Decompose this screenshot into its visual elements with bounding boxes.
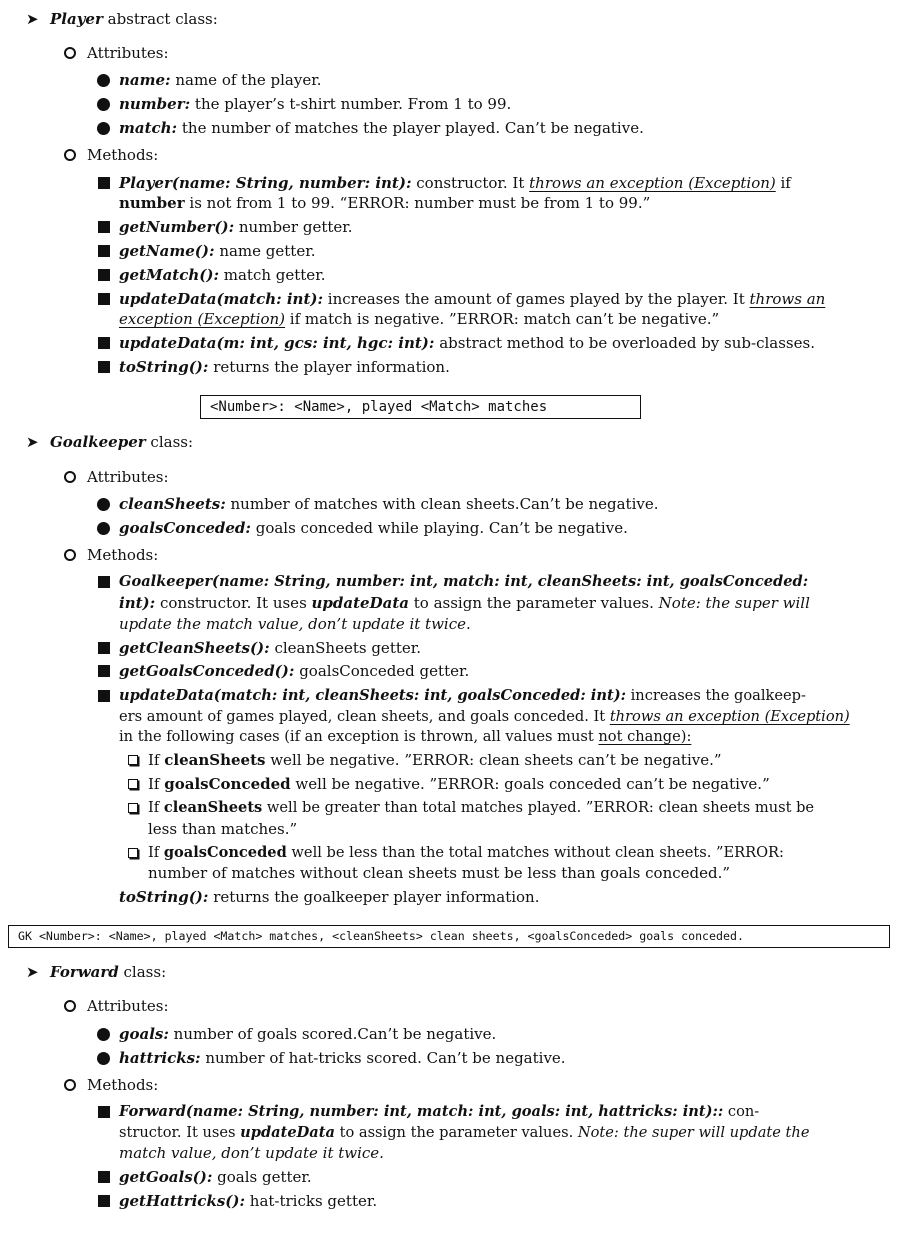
square-bullet-icon bbox=[98, 361, 110, 373]
method-item: updateData(match: int, cleanSheets: int, goalsConceded: int): increases the goalkeep- bbox=[119, 687, 806, 704]
square-bullet-icon bbox=[98, 642, 110, 654]
method-item: getGoalsConceded(): goalsConceded getter. bbox=[119, 662, 470, 680]
section-arrow-icon: ➤ bbox=[26, 433, 39, 451]
exception-case: If cleanSheets well be negative. ”ERROR: clean sheets can’t be negative.” bbox=[148, 751, 722, 769]
attribute-item: match: the number of matches the player played. Can’t be negative. bbox=[119, 119, 644, 137]
method-item: updateData(m: int, gcs: int, hgc: int): abstract method to be overloaded by sub-classes. bbox=[119, 334, 815, 352]
exception-case-continued: number of matches without clean sheets must be less than goals conceded.” bbox=[148, 864, 731, 882]
attribute-item: cleanSheets: number of matches with clean sheets.Can’t be negative. bbox=[119, 495, 659, 513]
exception-case-continued: less than matches.” bbox=[148, 820, 298, 838]
methods-label: Methods: bbox=[87, 1076, 159, 1094]
square-bullet-icon bbox=[98, 293, 110, 305]
method-item-continued: structor. It uses updateData to assign the parameter values. Note: the super will update the bbox=[119, 1124, 810, 1141]
method-item: getHattricks(): hat-tricks getter. bbox=[119, 1192, 378, 1210]
square-bullet-icon bbox=[98, 1195, 110, 1207]
hollow-circle-icon bbox=[64, 149, 76, 161]
exception-case: If goalsConceded well be negative. ”ERROR: goals conceded can’t be negative.” bbox=[148, 775, 770, 793]
square-bullet-icon bbox=[98, 337, 110, 349]
method-item-continued: exception (Exception) if match is negative. ”ERROR: match can’t be negative.” bbox=[119, 310, 720, 328]
method-item: getMatch(): match getter. bbox=[119, 266, 326, 284]
bullet-icon bbox=[97, 98, 110, 111]
bullet-icon bbox=[97, 1052, 110, 1065]
square-bullet-icon bbox=[98, 576, 110, 588]
method-item-continued: match value, don’t update it twice. bbox=[119, 1144, 384, 1162]
square-bullet-icon bbox=[98, 269, 110, 281]
section-heading: Forward class: bbox=[50, 963, 167, 981]
bullet-icon bbox=[97, 122, 110, 135]
section-arrow-icon: ➤ bbox=[26, 963, 39, 981]
bullet-icon bbox=[97, 498, 110, 511]
hollow-circle-icon bbox=[64, 1000, 76, 1012]
square-bullet-icon bbox=[98, 1106, 110, 1118]
method-item-continued: in the following cases (if an exception is thrown, all values must not change): bbox=[119, 728, 692, 745]
checkbox-bullet-icon bbox=[128, 755, 138, 765]
bullet-icon bbox=[97, 74, 110, 87]
method-item: Goalkeeper(name: String, number: int, match: int, cleanSheets: int, goalsConceded: bbox=[119, 573, 809, 590]
square-bullet-icon bbox=[98, 1171, 110, 1183]
method-item: Forward(name: String, number: int, match: int, goals: int, hattricks: int):: con- bbox=[119, 1103, 760, 1120]
attribute-item: goals: number of goals scored.Can’t be negative. bbox=[119, 1025, 497, 1043]
attribute-item: name: name of the player. bbox=[119, 71, 322, 89]
method-item-continued: int): constructor. It uses updateData to assign the parameter values. Note: the super will bbox=[119, 594, 810, 612]
method-item-continued: update the match value, don’t update it twice. bbox=[119, 615, 471, 633]
methods-label: Methods: bbox=[87, 146, 159, 164]
square-bullet-icon bbox=[98, 245, 110, 257]
checkbox-bullet-icon bbox=[128, 803, 138, 813]
method-item: updateData(match: int): increases the amount of games played by the player. It throws an bbox=[119, 290, 826, 308]
tostring-format-box: <Number>: <Name>, played <Match> matches bbox=[200, 395, 641, 419]
attributes-label: Attributes: bbox=[87, 468, 169, 486]
method-item: getGoals(): goals getter. bbox=[119, 1168, 312, 1186]
methods-label: Methods: bbox=[87, 546, 159, 564]
method-item-continued: number is not from 1 to 99. “ERROR: number must be from 1 to 99.” bbox=[119, 194, 651, 212]
attribute-item: number: the player’s t-shirt number. From 1 to 99. bbox=[119, 95, 512, 113]
bullet-icon bbox=[97, 522, 110, 535]
square-bullet-icon bbox=[98, 221, 110, 233]
exception-case: If cleanSheets well be greater than total matches played. ”ERROR: clean sheets must be bbox=[148, 799, 815, 816]
method-item: Player(name: String, number: int): constructor. It throws an exception (Exception) if bbox=[119, 174, 791, 192]
method-item: toString(): returns the player information. bbox=[119, 358, 450, 376]
exception-case: If goalsConceded well be less than the total matches without clean sheets. ”ERROR: bbox=[148, 844, 784, 861]
square-bullet-icon bbox=[98, 665, 110, 677]
hollow-circle-icon bbox=[64, 549, 76, 561]
method-item: getCleanSheets(): cleanSheets getter. bbox=[119, 639, 422, 657]
square-bullet-icon bbox=[98, 177, 110, 189]
hollow-circle-icon bbox=[64, 1079, 76, 1091]
attributes-label: Attributes: bbox=[87, 44, 169, 62]
bullet-icon bbox=[97, 1028, 110, 1041]
checkbox-bullet-icon bbox=[128, 848, 138, 858]
method-item: getNumber(): number getter. bbox=[119, 218, 353, 236]
attributes-label: Attributes: bbox=[87, 997, 169, 1015]
hollow-circle-icon bbox=[64, 47, 76, 59]
tostring-format-box: GK <Number>: <Name>, played <Match> matches, <cleanSheets> clean sheets, <goalsConceded> goals conceded. bbox=[8, 925, 890, 948]
section-arrow-icon: ➤ bbox=[26, 10, 39, 28]
method-item: toString(): returns the goalkeeper player information. bbox=[119, 888, 540, 906]
hollow-circle-icon bbox=[64, 471, 76, 483]
attribute-item: hattricks: number of hat-tricks scored. Can’t be negative. bbox=[119, 1049, 566, 1067]
method-item-continued: ers amount of games played, clean sheets, and goals conceded. It throws an exception (Exception) bbox=[119, 708, 850, 725]
section-heading: Goalkeeper class: bbox=[50, 433, 194, 451]
section-heading: Player abstract class: bbox=[50, 10, 218, 28]
square-bullet-icon bbox=[98, 690, 110, 702]
checkbox-bullet-icon bbox=[128, 779, 138, 789]
method-item: getName(): name getter. bbox=[119, 242, 316, 260]
attribute-item: goalsConceded: goals conceded while playing. Can’t be negative. bbox=[119, 519, 628, 537]
